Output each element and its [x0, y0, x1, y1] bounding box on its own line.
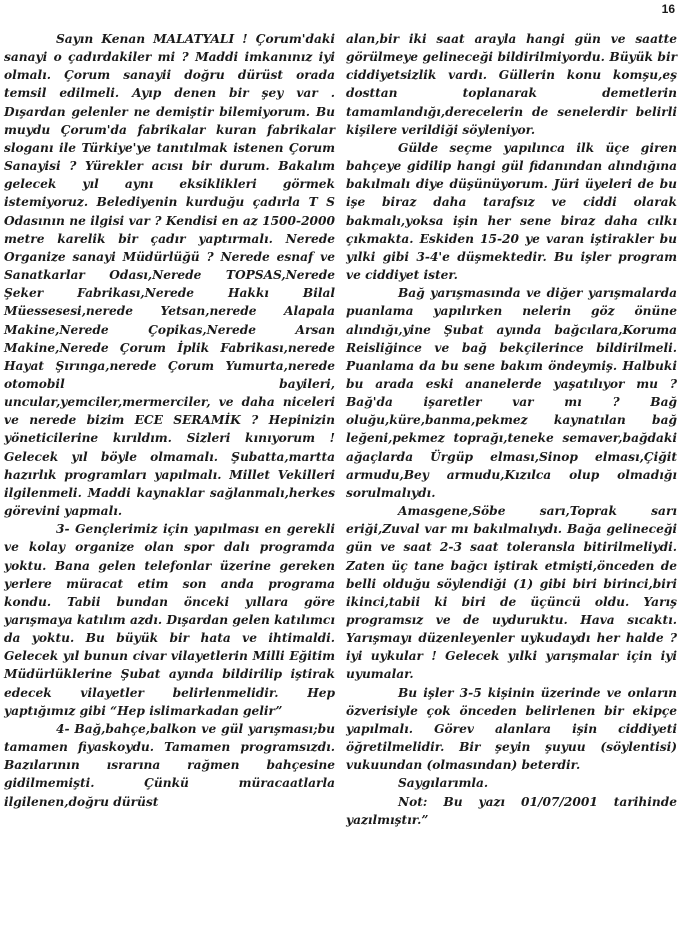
- page-number: 16: [661, 2, 675, 16]
- left-column: [4, 30, 335, 811]
- closing-regards: Saygılarımla.: [398, 776, 489, 791]
- paragraph-item-3: 3- Gençlerimiz için yapılması en gerekli ve kolay organize olan spor dalı programda yoktu. Bana gelen telefonlar üzerine gereken yerlere müracat etim son anda programa kondu. Tabii bundan önceki yıllara göre yarışmaya katılım azdı. Dışardan gelen katılımcı da yoktu. Bu büyük bir hata ve ihtimaldi. Gelecek yıl bunun civar vilayetlerin Milli Eğitim Müdürlüklerine Şubat ayında bildirilip iştirak edecek vilayetler belirlenmelidir. Hep yaptığımız gibi “Hep islimarkadan gelir”: [4, 522, 335, 718]
- paragraph-continuation: alan,bir iki saat arayla hangi gün ve saatte görülmeye gelineceği bildirilmiyordu. Büyük bir ciddiyetsizlik vardı. Güllerin konu komşu,eş dosttan toplanarak demetlerin tamamlandığı,derecelerin de senelerdir belirli kişilere verildiği söyleniyor.: [346, 32, 677, 137]
- paragraph-item-4: 4- Bağ,bahçe,balkon ve gül yarışması;bu tamamen fiyaskoydu. Tamamen programsızdı. Bazılarının ısrarına rağmen bahçesine gidilmemişti. Çünkü müracaatlarla ilgilenen,doğru dürüst: [4, 721, 335, 809]
- paragraph-rose-contest: Gülde seçme yapılınca ilk üçe giren bahçeye gidilip hangi gül fidanından alındığına bakılmalı diye düşünüyorum. Jüri üyeleri de bu işe biraz daha tarafsız ve ciddi olarak bakmalı,yoksa işin her sene biraz daha cılkı çıkmakta. Eskiden 15-20 ye varan iştirakler bu yılki gibi 3-4'e düşmektedir. Bu işler program ve ciddiyet ister.: [346, 140, 677, 283]
- paragraph-fruit-varieties: Amasgene,Söbe sarı,Toprak sarı eriği,Zuval var mı bakılmalıydı. Bağa gelineceği gün ve saat 2-3 saat toleransla bitirilmeliydi. Zaten üç tane bağcı iştirak etmişti,önceden de belli olduğu söylendiği (1) gibi biri birinci,biri ikinci,tabii ki biri de üçüncü oldu. Yarış programsız ve de uyduruktu. Hava sıcaktı. Yarışmayı düzenleyenler uykudaydı her halde ? iyi uykular ! Gelecek yılki yarışmalar için iyi uyumalar.: [346, 504, 677, 682]
- paragraph-conclusion: Bu işler 3-5 kişinin üzerinde ve onların özverisiyle çok önceden belirlenen bir ekipçe yapılmalı. Görev alanlara işin ciddiyeti öğretilmelidir. Bir şeyin şuyuu (söylentisi) vukuundan (olmasından) beterdir.: [346, 685, 677, 773]
- right-column: [346, 30, 677, 829]
- date-note: Not: Bu yazı 01/07/2001 tarihinde yazılmıştır.”: [346, 794, 677, 827]
- paragraph-vineyard-contest: Bağ yarışmasında ve diğer yarışmalarda puanlama yapılırken nelerin göz önüne alındığı,yine Şubat ayında bağcılara,Koruma Reisliğince ve bağ bekçilerince bildirilmeli. Puanlama da bu sene bakım öndeymiş. Halbuki bu arada eski ananelerde yaşatılıyor mu ? Bağ'da işaretler var mı ? Bağ oluğu,küre,banma,pekmez kaynatılan bağ leğeni,pekmez toprağı,teneke semaver,bağdaki ağaçlarda Ürgüp elması,Sinop elması,Çiğit armudu,Bey armudu,Kızılca olup olmadığı sorulmalıydı.: [346, 286, 677, 500]
- paragraph-complaint: Sayın Kenan MALATYALI ! Çorum'daki sanayi o çadırdakiler mi ? Maddi imkanınız iyi olmalı. Çorum sanayii doğru dürüst orada temsil edilmeli. Ayıp denen bir şey var . Dışardan gelenler ne demiştir bilemiyorum. Bu muydu Çorum'da fabrikalar kuran fabrikalar sloganı ile Türkiye'ye tanıtılmak istenen Çorum Sanayisi ? Yürekler acısı bir durum. Bakalım gelecek yıl aynı eksiklikleri görmek istemiyoruz. Belediyenin kurduğu çadırla T S Odasının ne ilgisi var ? Kendisi en az 1500-2000 metre karelik bir çadır yaptırmalı. Nerede Organize sanayi Müdürlüğü ? Nerede esnaf ve Sanatkarlar Odası,Nerede TOPSAS,Nerede Şeker Fabrikası,Nerede Hakkı Bilal Müessesesi,nerede Yetsan,nerede Alapala Makine,Nerede Çopikas,Nerede Arsan Makine,Nerede Çorum İplik Fabrikası,nerede Hayat Şırınga,nerede Çorum Yumurta,nerede otomobil bayileri, uncular,yemciler,mermerciler, ve daha niceleri ve nerede bizim ECE SERAMİK ? Hepinizin yöneticilerine kırıldım. Sizleri kınıyorum ! Gelecek yıl böyle olmamalı. Şubatta,martta hazırlık programları yapılmalı. Millet Vekilleri ilgilenmeli. Maddi kaynaklar sağlanmalı,herkes görevini yapmalı.: [4, 32, 335, 519]
